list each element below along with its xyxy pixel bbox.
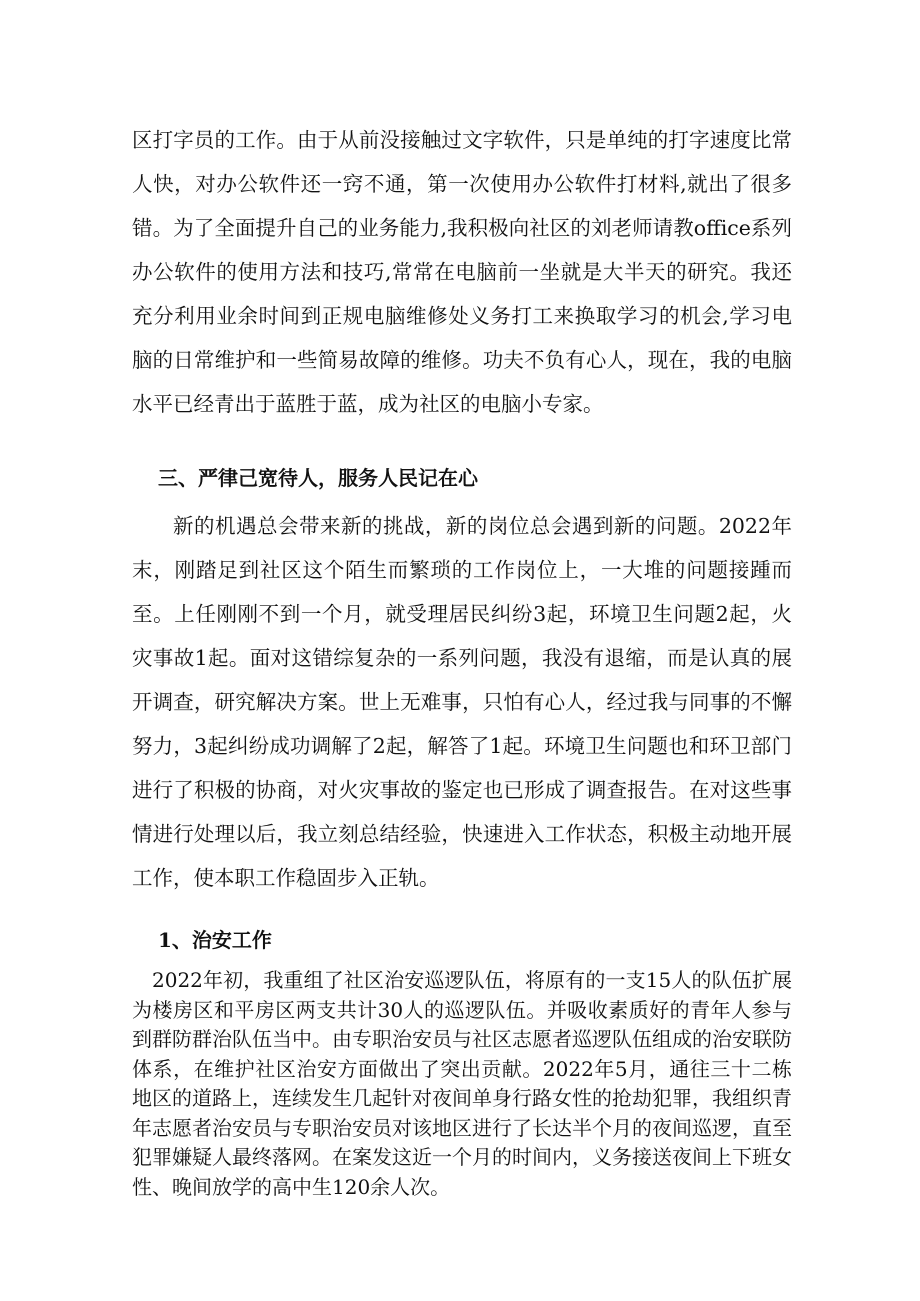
subsection-heading: 1、治安工作 bbox=[158, 928, 272, 952]
section-heading: 三、严律己宽待人，服务人民记在心 bbox=[158, 466, 478, 490]
body-paragraph: 区打字员的工作。由于从前没接触过文字软件，只是单纯的打字速度比常人快，对办公软件还一窍不通，第一次使用办公软件打材料,就出了很多错。为了全面提升自己的业务能力,我积极向社区的刘老师请教office系列办公软件的使用方法和技巧,常常在电脑前一坐就是大半天的研究。我还充分利用业余时间到正规电脑维修处义务打工来换取学习的机会,学习电脑的日常维护和一些简易故障的维修。功夫不负有心人，现在，我的电脑水平已经青出于蓝胜于蓝，成为社区的电脑小专家。 bbox=[132, 128, 792, 416]
body-paragraph: 2022年初，我重组了社区治安巡逻队伍，将原有的一支15人的队伍扩展为楼房区和平房区两支共计30人的巡逻队伍。并吸收素质好的青年人参与到群防群治队伍当中。由专职治安员与社区志愿者巡逻队伍组成的治安联防体系，在维护社区治安方面做出了突出贡献。2022年5月，通往三十二栋地区的道路上，连续发生几起针对夜间单身行路女性的抢劫犯罪，我组织青年志愿者治安员与专职治安员对该地区进行了长达半个月的夜间巡逻，直至犯罪嫌疑人最终落网。在案发这近一个月的时间内，义务接送夜间上下班女性、晚间放学的高中生120余人次。 bbox=[132, 968, 792, 1199]
body-paragraph: 新的机遇总会带来新的挑战，新的岗位总会遇到新的问题。2022年末，刚踏足到社区这个陌生而繁琐的工作岗位上，一大堆的问题接踵而至。上任刚刚不到一个月，就受理居民纠纷3起，环境卫生问题2起，火灾事故1起。面对这错综复杂的一系列问题，我没有退缩，而是认真的展开调查，研究解决方案。世上无难事，只怕有心人，经过我与同事的不懈努力，3起纠纷成功调解了2起，解答了1起。环境卫生问题也和环卫部门进行了积极的协商，对火灾事故的鉴定也已形成了调查报告。在对这些事情进行处理以后，我立刻总结经验，快速进入工作状态，积极主动地开展工作，使本职工作稳固步入正轨。 bbox=[132, 514, 792, 890]
